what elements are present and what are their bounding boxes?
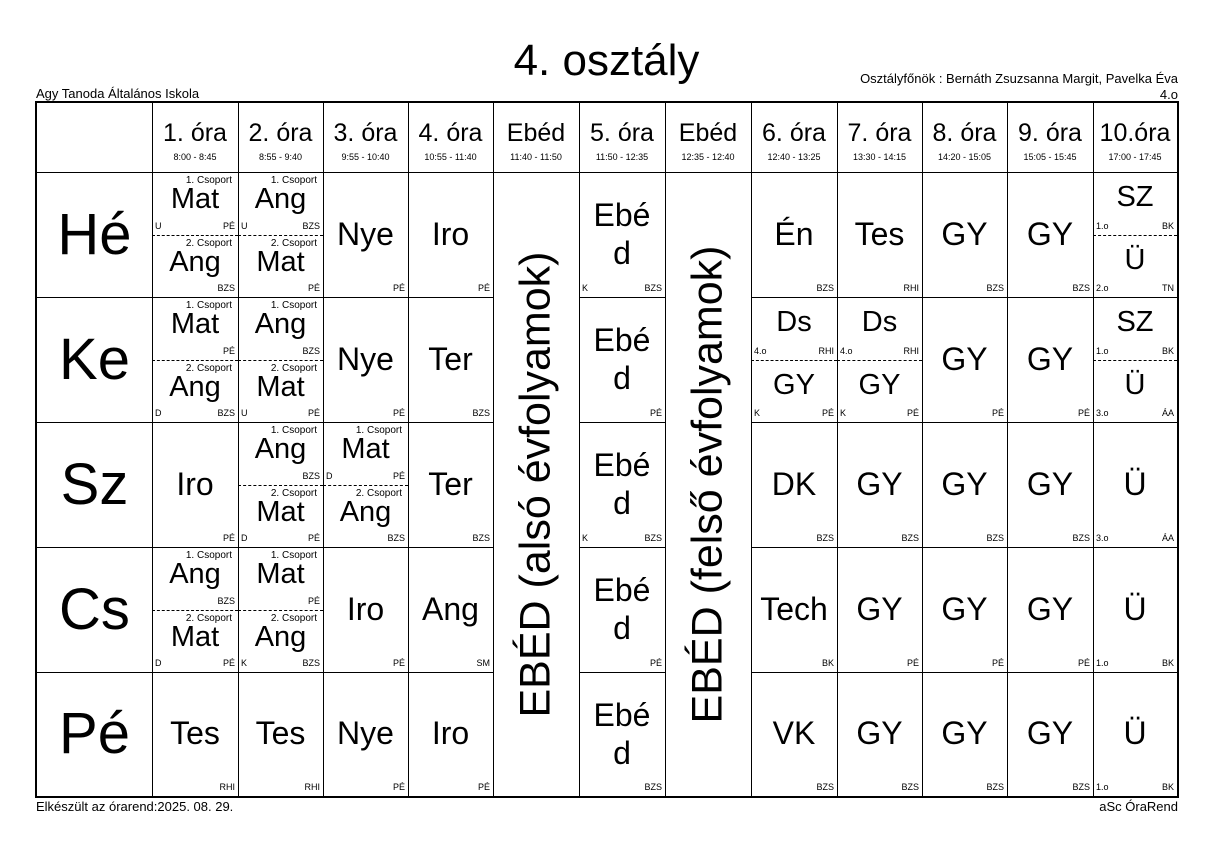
lesson-subject: Mat	[256, 496, 305, 528]
lesson-subject: Ang	[339, 496, 392, 528]
lesson-subject: Nye	[337, 715, 394, 751]
teacher-label: BZS	[302, 471, 320, 481]
lesson-cell[interactable]	[837, 547, 922, 672]
lesson-cell[interactable]	[579, 172, 665, 297]
lunch-band	[493, 172, 579, 796]
lesson-subject: Ebé d	[593, 197, 651, 271]
teacher-label: BK	[1161, 658, 1174, 668]
room-label: D	[155, 408, 162, 418]
teacher-label: BZS	[302, 221, 320, 231]
period-time: 10:55 - 11:40	[424, 152, 477, 162]
lesson-subject: Ebé d	[593, 447, 651, 521]
lesson-cell[interactable]	[1093, 672, 1177, 796]
lesson-subject: Ebé d	[593, 697, 651, 771]
group-label: 2. Csoport	[270, 363, 317, 374]
group-divider	[238, 360, 323, 361]
period-header	[408, 103, 493, 163]
lesson-cell[interactable]	[1007, 547, 1093, 672]
lesson-subject: Iro	[431, 216, 470, 252]
lesson-cell-top[interactable]	[238, 172, 323, 235]
lesson-cell[interactable]	[408, 297, 493, 422]
period-time: 14:20 - 15:05	[937, 152, 992, 162]
teacher-label: BZS	[472, 408, 490, 418]
lesson-cell[interactable]	[1093, 547, 1177, 672]
lesson-subject: Tes	[255, 715, 306, 751]
group-divider	[152, 610, 238, 611]
lesson-subject: GY	[941, 591, 988, 627]
period-name: 1. óra	[163, 119, 227, 147]
teacher-label: RHI	[903, 283, 919, 293]
room-label: U	[155, 221, 162, 231]
room-label: 4.o	[754, 346, 767, 356]
period-name: 9. óra	[1018, 119, 1082, 147]
lesson-subject: Mat	[341, 433, 390, 465]
lesson-cell[interactable]	[408, 672, 493, 796]
group-label: 2. Csoport	[185, 613, 232, 624]
teacher-label: PÉ	[222, 221, 235, 231]
teacher-label: PÉ	[477, 283, 490, 293]
lesson-subject: Nye	[337, 216, 394, 252]
lunch-band	[665, 172, 751, 796]
lesson-subject: SZ	[1116, 181, 1154, 213]
lesson-subject: Ebé d	[593, 572, 651, 646]
lesson-cell[interactable]	[922, 547, 1007, 672]
lesson-cell[interactable]	[408, 172, 493, 297]
teacher-label: BZS	[816, 533, 834, 543]
lesson-subject: GY	[856, 591, 903, 627]
lesson-subject: Mat	[256, 371, 305, 403]
group-label: 1. Csoport	[270, 175, 317, 186]
teacher-label: BZS	[901, 782, 919, 792]
group-label: 2. Csoport	[355, 488, 402, 499]
room-label: U	[241, 408, 248, 418]
lesson-subject: VK	[772, 715, 816, 751]
room-label: D	[155, 658, 162, 668]
lesson-subject: Ang	[169, 246, 221, 278]
lesson-subject: Tech	[760, 591, 828, 627]
lesson-cell[interactable]	[1007, 672, 1093, 796]
lesson-subject: Mat	[256, 558, 305, 590]
teacher-label: BZS	[217, 408, 235, 418]
period-name: 5. óra	[590, 119, 654, 147]
lesson-cell[interactable]	[579, 672, 665, 796]
period-header	[493, 103, 579, 163]
period-time: 11:50 - 12:35	[595, 152, 649, 162]
room-label: K	[241, 658, 248, 668]
lesson-cell-top[interactable]	[238, 547, 323, 610]
teacher-label: BZS	[217, 283, 235, 293]
group-divider	[238, 485, 323, 486]
lesson-cell[interactable]	[751, 547, 837, 672]
day-label: Hé	[57, 202, 132, 267]
lesson-subject: Ü	[1123, 466, 1147, 502]
period-name: 2. óra	[248, 119, 313, 147]
period-header	[665, 103, 751, 163]
period-name: 6. óra	[762, 119, 826, 147]
lesson-subject: Ü	[1124, 244, 1146, 276]
teacher-label: RHI	[903, 346, 919, 356]
period-header	[152, 103, 238, 163]
teacher-label: BK	[1161, 346, 1174, 356]
teacher-label: PÉ	[392, 658, 405, 668]
teacher-label: PÉ	[991, 408, 1004, 418]
teacher-label: PÉ	[392, 283, 405, 293]
lesson-cell[interactable]	[1007, 172, 1093, 297]
teacher-label: PÉ	[307, 408, 320, 418]
period-header	[323, 103, 408, 163]
lesson-cell[interactable]	[751, 172, 837, 297]
lesson-subject: GY	[858, 369, 901, 401]
teacher-label: BZS	[816, 782, 834, 792]
teacher-label: ÁA	[1161, 408, 1174, 418]
room-label: D	[241, 533, 248, 543]
room-label: K	[582, 533, 589, 543]
teacher-label: PÉ	[906, 408, 919, 418]
room-label: K	[582, 283, 589, 293]
teacher-label: BZS	[1072, 782, 1090, 792]
lunch-band-label: EBÉD (felső évfolyamok)	[683, 245, 732, 723]
teacher-label: BZS	[644, 533, 662, 543]
period-time: 9:55 - 10:40	[341, 152, 390, 162]
group-label: 2. Csoport	[185, 363, 232, 374]
teacher-label: SM	[476, 658, 490, 668]
lesson-subject: Mat	[170, 183, 220, 215]
period-header	[751, 103, 837, 163]
teacher-label: BZS	[986, 782, 1004, 792]
room-label: D	[326, 471, 333, 481]
lesson-subject: Iro	[176, 466, 214, 502]
lesson-subject: GY	[1026, 715, 1074, 751]
lesson-cell[interactable]	[408, 547, 493, 672]
software-credit: aSc ÓraRend	[1099, 799, 1178, 814]
teacher-label: PÉ	[1077, 658, 1090, 668]
lesson-subject: GY	[941, 715, 988, 751]
group-label: 2. Csoport	[270, 613, 317, 624]
period-name: 4. óra	[418, 119, 483, 147]
lesson-cell-top[interactable]	[837, 297, 922, 360]
lesson-cell[interactable]	[579, 297, 665, 422]
period-time: 8:00 - 8:45	[173, 152, 217, 162]
group-label: 1. Csoport	[270, 300, 317, 311]
lesson-cell-top[interactable]	[323, 422, 408, 485]
lesson-cell-bottom[interactable]	[238, 235, 323, 297]
group-divider	[1093, 360, 1177, 361]
lesson-cell[interactable]	[751, 422, 837, 547]
group-label: 1. Csoport	[185, 550, 232, 561]
lesson-subject: Ang	[254, 183, 307, 215]
group-label: 1. Csoport	[270, 425, 317, 436]
teacher-label: BZS	[387, 533, 405, 543]
lunch-band-label: EBÉD (alsó évfolyamok)	[511, 251, 560, 717]
lesson-cell-top[interactable]	[238, 297, 323, 360]
lesson-cell[interactable]	[238, 672, 323, 796]
lesson-subject: Nye	[337, 341, 394, 377]
period-time: 13:30 - 14:15	[852, 152, 907, 162]
lesson-cell-bottom[interactable]	[1093, 235, 1177, 297]
lesson-cell-bottom[interactable]	[152, 235, 238, 297]
lesson-subject: Tes	[170, 715, 220, 751]
period-time: 11:40 - 11:50	[510, 152, 562, 162]
teacher-label: PÉ	[222, 658, 235, 668]
room-label: K	[754, 408, 761, 418]
teacher-label: BZS	[1072, 283, 1090, 293]
teacher-label: BZS	[644, 782, 662, 792]
lesson-cell[interactable]	[922, 422, 1007, 547]
period-time: 15:05 - 15:45	[1023, 152, 1077, 162]
teacher-label: RHI	[304, 782, 320, 792]
lesson-cell-bottom[interactable]	[1093, 360, 1177, 422]
lesson-subject: Iro	[346, 591, 385, 627]
lesson-subject: Tes	[854, 216, 905, 252]
lesson-cell[interactable]	[408, 422, 493, 547]
group-divider	[152, 235, 238, 236]
teacher-label: PÉ	[649, 658, 662, 668]
group-divider	[152, 360, 238, 361]
teacher-label: TN	[1162, 283, 1174, 293]
group-divider	[238, 610, 323, 611]
period-header	[837, 103, 922, 163]
lesson-cell-top[interactable]	[1093, 172, 1177, 235]
group-divider	[837, 360, 922, 361]
period-name: 10.óra	[1099, 119, 1171, 147]
lesson-subject: DK	[771, 466, 817, 502]
lesson-subject: Ang	[254, 433, 307, 465]
lesson-cell[interactable]	[323, 297, 408, 422]
lesson-subject: Ds	[861, 306, 898, 338]
lesson-subject: Mat	[256, 246, 305, 278]
lesson-cell-top[interactable]	[238, 422, 323, 485]
day-label: Sz	[60, 452, 129, 517]
room-label: 1.o	[1096, 782, 1109, 792]
lesson-subject: Iro	[431, 715, 470, 751]
lesson-cell-bottom[interactable]	[152, 360, 238, 422]
teacher-label: BK	[1161, 221, 1174, 231]
lesson-cell[interactable]	[1007, 422, 1093, 547]
day-label: Pé	[59, 701, 130, 766]
teacher-label: BZS	[217, 596, 235, 606]
group-divider	[238, 235, 323, 236]
period-time: 8:55 - 9:40	[258, 152, 303, 162]
teacher-label: PÉ	[222, 346, 235, 356]
group-label: 1. Csoport	[270, 550, 317, 561]
teacher-label: BZS	[1072, 533, 1090, 543]
teacher-label: ÁA	[1161, 533, 1174, 543]
room-label: K	[840, 408, 847, 418]
lesson-cell-bottom[interactable]	[238, 485, 323, 547]
teacher-label: BZS	[986, 533, 1004, 543]
room-label: 1.o	[1096, 221, 1109, 231]
period-header	[1093, 103, 1177, 163]
lesson-cell-bottom[interactable]	[152, 610, 238, 672]
teacher-label: PÉ	[649, 408, 662, 418]
period-name: 8. óra	[932, 119, 997, 147]
room-label: 1.o	[1096, 658, 1109, 668]
period-name: Ebéd	[506, 119, 566, 147]
teacher-label: PÉ	[392, 782, 405, 792]
lesson-subject: Ang	[422, 591, 479, 627]
lesson-cell-top[interactable]	[152, 547, 238, 610]
period-time: 12:35 - 12:40	[681, 152, 735, 162]
created-date: Elkészült az órarend:2025. 08. 29.	[36, 799, 234, 814]
group-label: 2. Csoport	[185, 238, 232, 249]
teacher-label: BZS	[302, 658, 320, 668]
timetable-grid	[35, 101, 1179, 798]
school-name: Agy Tanoda Általános Iskola	[36, 86, 200, 101]
group-divider	[751, 360, 837, 361]
lesson-subject: Én	[774, 216, 814, 252]
teacher-label: BZS	[901, 533, 919, 543]
teacher-label: PÉ	[307, 596, 320, 606]
lesson-cell-top[interactable]	[751, 297, 837, 360]
lesson-cell[interactable]	[152, 422, 238, 547]
teacher-label: BZS	[472, 533, 490, 543]
group-label: 1. Csoport	[185, 175, 232, 186]
period-time: 12:40 - 13:25	[767, 152, 821, 162]
lesson-subject: GY	[856, 715, 903, 751]
teacher-label: PÉ	[991, 658, 1004, 668]
teacher-label: BZS	[302, 346, 320, 356]
lesson-cell[interactable]	[323, 672, 408, 796]
period-header	[579, 103, 665, 163]
room-label: 2.o	[1096, 283, 1109, 293]
lesson-cell-top[interactable]	[152, 297, 238, 360]
lesson-subject: GY	[941, 216, 988, 252]
lesson-cell[interactable]	[837, 422, 922, 547]
lesson-subject: Ang	[169, 558, 221, 590]
period-header	[1007, 103, 1093, 163]
day-label: Cs	[59, 577, 130, 642]
lesson-cell[interactable]	[837, 672, 922, 796]
lesson-subject: GY	[1026, 341, 1074, 377]
teacher-label: BZS	[816, 283, 834, 293]
lesson-subject: GY	[1026, 591, 1074, 627]
period-header	[922, 103, 1007, 163]
lesson-subject: Ang	[169, 371, 221, 403]
lesson-subject: GY	[773, 369, 815, 401]
lesson-cell[interactable]	[837, 172, 922, 297]
period-header	[238, 103, 323, 163]
group-divider	[323, 485, 408, 486]
room-label: 3.o	[1096, 533, 1109, 543]
lesson-cell[interactable]	[152, 672, 238, 796]
room-label: 4.o	[840, 346, 853, 356]
group-label: 2. Csoport	[270, 238, 317, 249]
teacher-label: PÉ	[222, 533, 235, 543]
group-label: 1. Csoport	[355, 425, 402, 436]
group-label: 2. Csoport	[270, 488, 317, 499]
lesson-subject: Ds	[776, 306, 812, 338]
lesson-subject: Ang	[254, 308, 307, 340]
period-name: 7. óra	[847, 119, 912, 147]
teacher-label: PÉ	[307, 283, 320, 293]
lesson-cell[interactable]	[1007, 297, 1093, 422]
lesson-subject: GY	[941, 466, 988, 502]
lesson-subject: Mat	[170, 308, 220, 340]
group-label: 1. Csoport	[185, 300, 232, 311]
teacher-label: PÉ	[392, 471, 405, 481]
room-label: 3.o	[1096, 408, 1109, 418]
period-name: 3. óra	[333, 119, 398, 147]
teacher-label: PÉ	[307, 533, 320, 543]
lesson-subject: Ü	[1123, 591, 1147, 627]
lesson-cell[interactable]	[323, 172, 408, 297]
room-label: 1.o	[1096, 346, 1109, 356]
lesson-cell-top[interactable]	[152, 172, 238, 235]
lesson-cell-top[interactable]	[1093, 297, 1177, 360]
lesson-subject: GY	[1026, 466, 1074, 502]
lesson-subject: Mat	[170, 621, 220, 653]
class-code: 4.o	[1159, 87, 1178, 102]
period-name: Ebéd	[678, 119, 738, 147]
teacher-label: PÉ	[477, 782, 490, 792]
lesson-subject: Ü	[1124, 369, 1146, 401]
lesson-subject: SZ	[1116, 306, 1154, 338]
lesson-cell[interactable]	[922, 672, 1007, 796]
room-label: U	[241, 221, 248, 231]
teacher-label: BK	[821, 658, 834, 668]
teacher-label: RHI	[818, 346, 834, 356]
lesson-cell-bottom[interactable]	[837, 360, 922, 422]
day-label: Ke	[59, 327, 130, 392]
lesson-subject: GY	[856, 466, 903, 502]
teacher-label: PÉ	[392, 408, 405, 418]
lesson-subject: Ebé d	[593, 322, 651, 396]
lesson-subject: Ang	[254, 621, 307, 653]
lesson-cell-bottom[interactable]	[238, 610, 323, 672]
lesson-cell[interactable]	[579, 547, 665, 672]
lesson-cell[interactable]	[579, 422, 665, 547]
lesson-cell[interactable]	[922, 297, 1007, 422]
period-time: 17:00 - 17:45	[1108, 152, 1162, 162]
teacher-label: RHI	[219, 782, 235, 792]
teacher-label: PÉ	[821, 408, 834, 418]
teacher-label: BZS	[986, 283, 1004, 293]
page-title: 4. osztály	[513, 36, 700, 85]
lesson-cell[interactable]	[323, 547, 408, 672]
lesson-subject: Ü	[1123, 715, 1147, 751]
lesson-subject: GY	[941, 341, 988, 377]
lesson-cell-bottom[interactable]	[238, 360, 323, 422]
teacher-label: BK	[1161, 782, 1174, 792]
teacher-label: BZS	[644, 283, 662, 293]
lesson-cell[interactable]	[1093, 422, 1177, 547]
lesson-subject: GY	[1026, 216, 1074, 252]
lesson-subject: Ter	[428, 466, 473, 502]
lesson-subject: Ter	[428, 341, 473, 377]
lesson-cell-bottom[interactable]	[323, 485, 408, 547]
lesson-cell[interactable]	[751, 672, 837, 796]
lesson-cell-bottom[interactable]	[751, 360, 837, 422]
teacher-label: PÉ	[1077, 408, 1090, 418]
lesson-cell[interactable]	[922, 172, 1007, 297]
group-divider	[1093, 235, 1177, 236]
teacher-label: PÉ	[906, 658, 919, 668]
class-teachers: Osztályfőnök : Bernáth Zsuzsanna Margit, Pavelka Éva	[860, 71, 1178, 86]
